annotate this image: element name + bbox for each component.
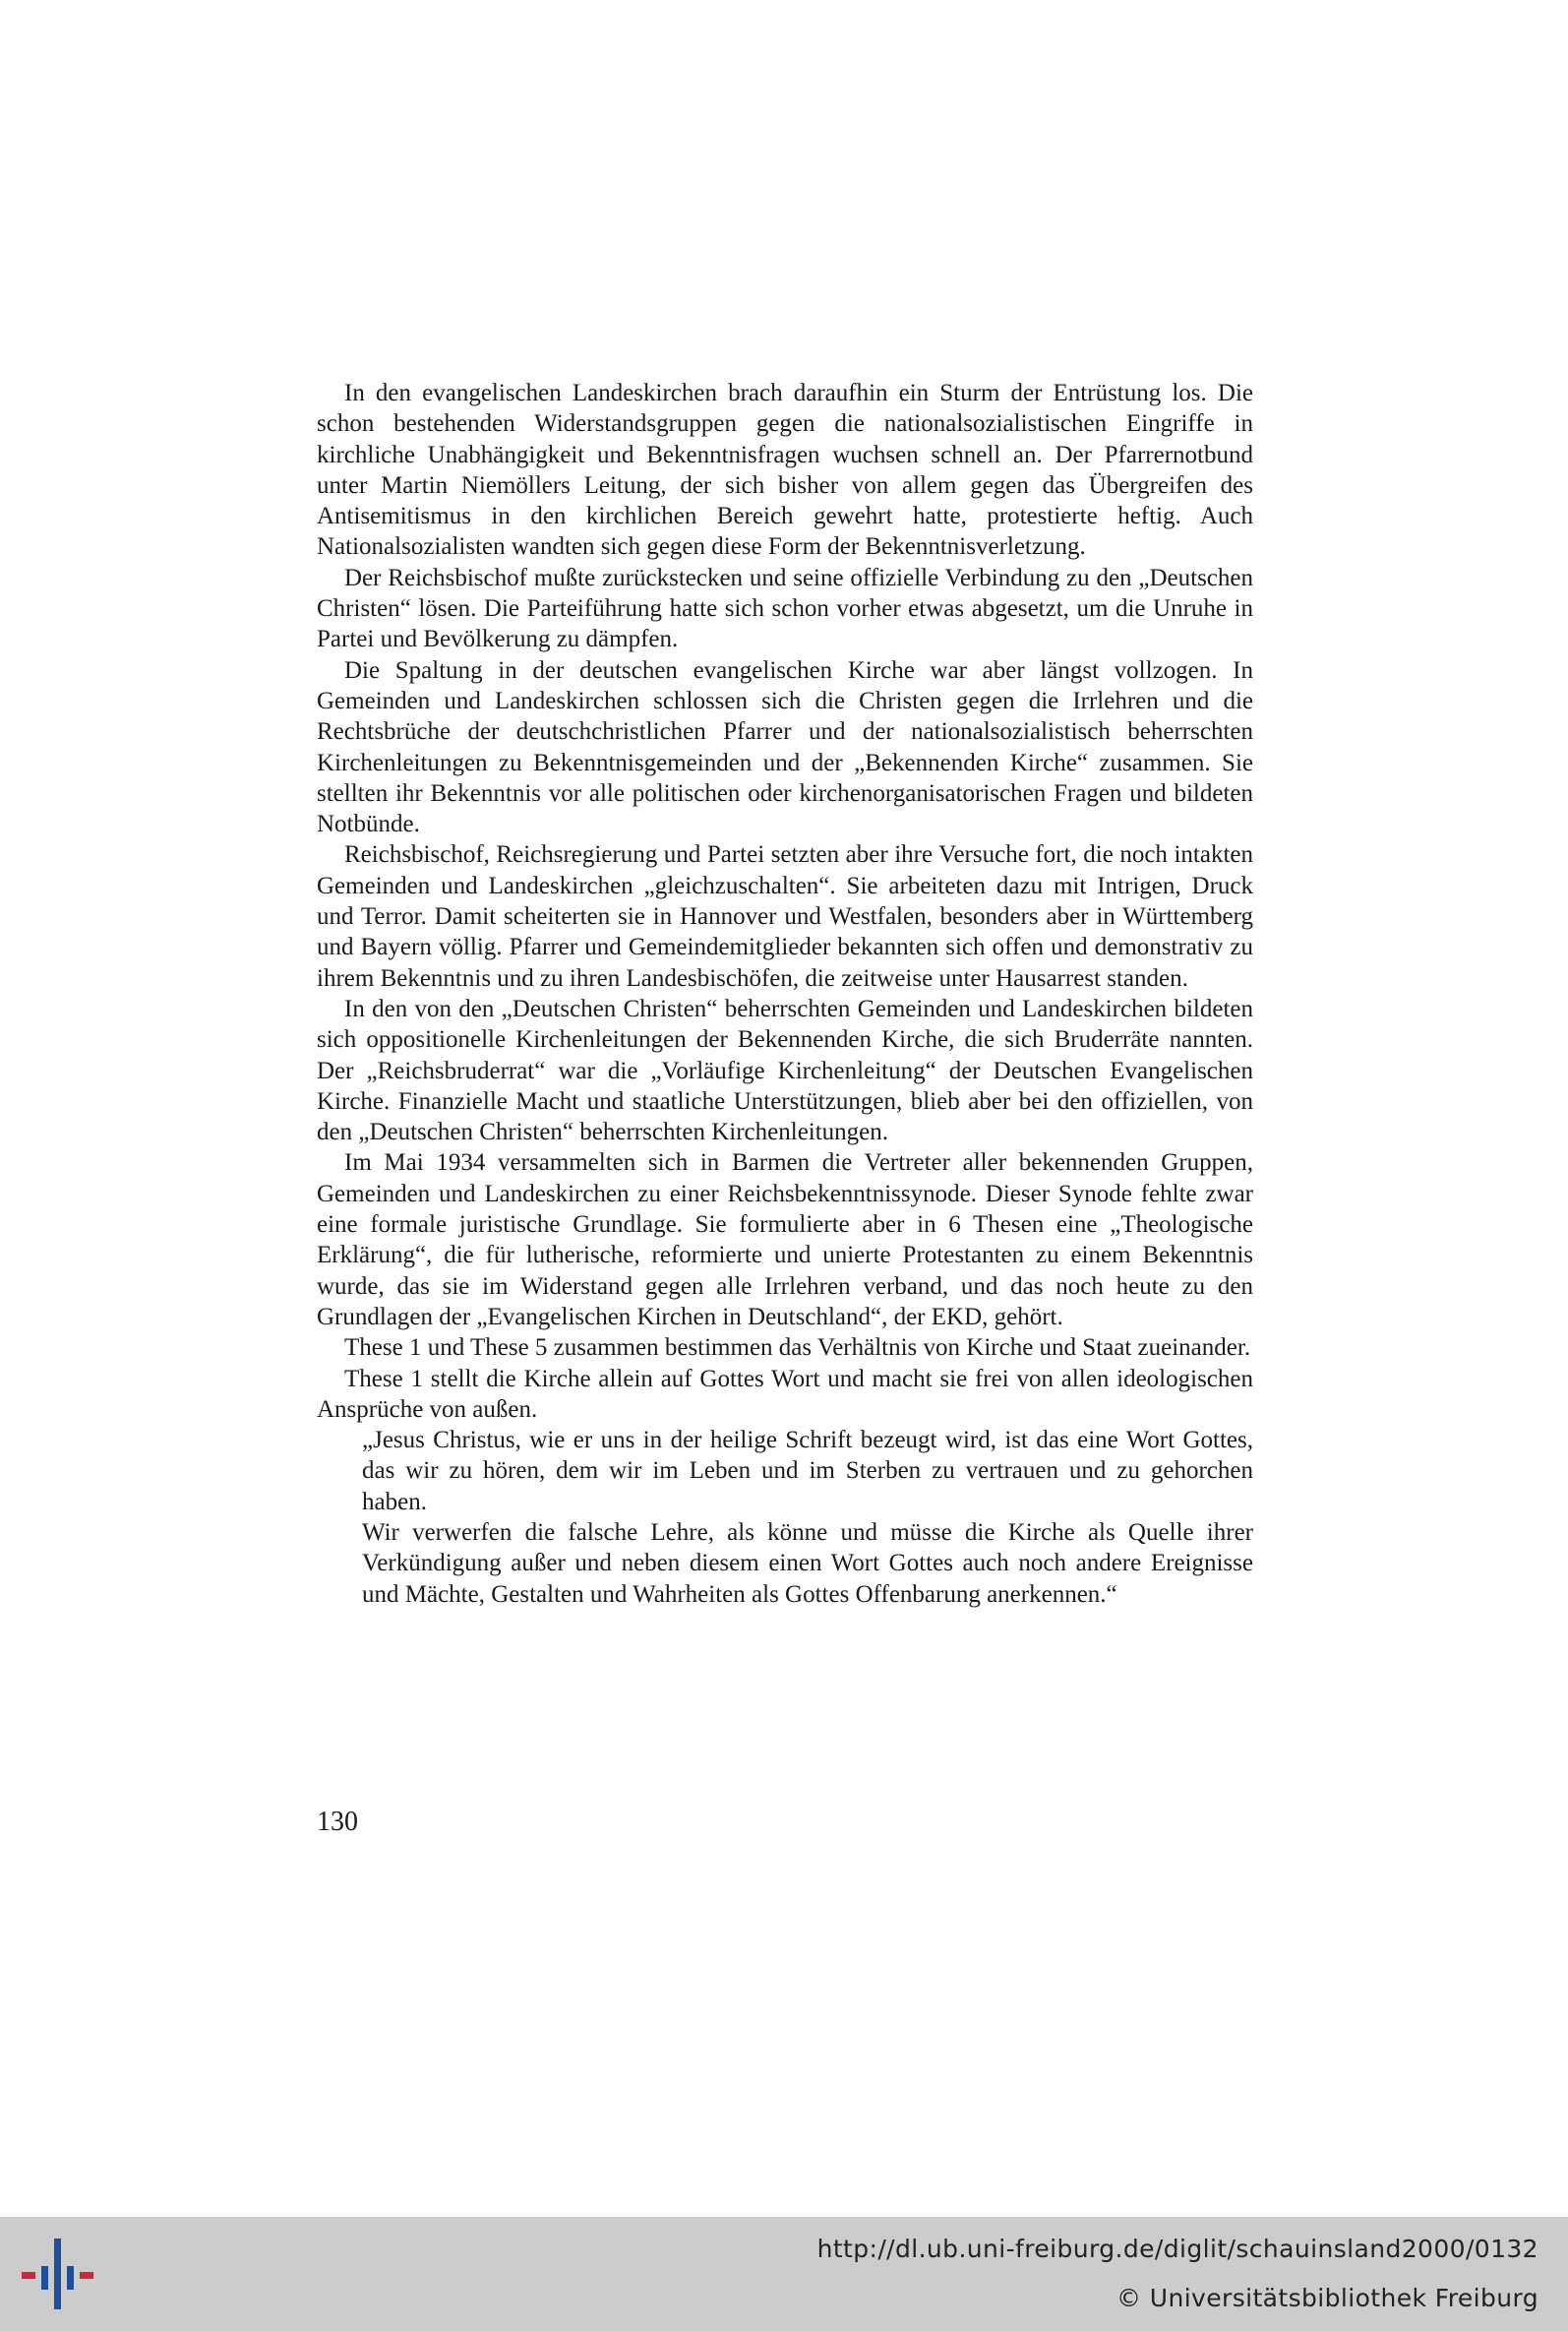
paragraph: Im Mai 1934 versammelten sich in Barmen die Vertreter aller bekennenden Gruppen, Gemeinden und Landeskirchen zu einer Reichsbekenntnissynode. Dieser Synode fehlte zwar eine formale juristische Grundlage. Sie formulierte aber in 6 Thesen eine „Theologische Erklärung“, die für lutherische, reformierte und unierte Protestanten zu einem Bekenntnis wurde, das sie im Widerstand gegen alle Irrlehren verband, und das noch heute zu den Grundlagen der „Evangelischen Kirchen in Deutschland“, der EKD, gehört.: [317, 1149, 1253, 1330]
copyright-text: © Universitätsbibliothek Freiburg: [1116, 2284, 1538, 2312]
paragraph: Der Reichsbischof mußte zurückstecken und seine offizielle Verbindung zu den „Deutschen Christen“ lösen. Die Parteiführung hatte sich schon vorher etwas abgesetzt, um die Unruhe in Partei und Bevölkerung zu dämpfen.: [317, 564, 1253, 653]
main-text: [317, 378, 1253, 1610]
ub-freiburg-logo-icon: [22, 2237, 100, 2311]
paragraph: These 1 stellt die Kirche allein auf Gottes Wort und macht sie frei von allen ideologischen Ansprüche von außen.: [317, 1365, 1253, 1423]
quote-paragraph: Wir verwerfen die falsche Lehre, als könne und müsse die Kirche als Quelle ihrer Verkündigung außer und neben diesem einen Wort Gottes auch noch andere Ereignisse und Mächte, Gestalten und Wahrheiten als Gottes Offenbarung anerkennen.“: [362, 1518, 1253, 1608]
paragraph: These 1 und These 5 zusammen bestimmen das Verhältnis von Kirche und Staat zueinander.: [344, 1334, 1251, 1362]
paragraph: Die Spaltung in der deutschen evangelischen Kirche war aber längst vollzogen. In Gemeinden und Landeskirchen schlossen sich die Christen gegen die Irrlehren und die Rechtsbrüche der deutschchristlichen Pfarrer und der nationalsozialistisch beherrschten Kirchenleitungen zu Bekenntnisgemeinden und der „Bekennenden Kirche“ zusammen. Sie stellten ihr Bekenntnis vor alle politischen oder kirchenorganisatorischen Fragen und bildeten Notbünde.: [317, 656, 1253, 838]
page-number: 130: [317, 1807, 358, 1837]
paragraph: In den evangelischen Landeskirchen brach daraufhin ein Sturm der Entrüstung los. Die schon bestehenden Widerstandsgruppen gegen die nationalsozialistischen Eingriffe in kirchliche Unabhängigkeit und Bekenntnisfragen wuchsen schnell an. Der Pfarrernotbund unter Martin Niemöllers Leitung, der sich bisher von allem gegen das Übergreifen des Antisemitismus in den kirchlichen Bereich gewehrt hatte, protestierte heftig. Auch Nationalsozialisten wandten sich gegen diese Form der Bekenntnisverletzung.: [317, 380, 1253, 561]
quote-paragraph: „Jesus Christus, wie er uns in der heilige Schrift bezeugt wird, ist das eine Wort Gottes, das wir zu hören, dem wir im Leben und im Sterben zu vertrauen und zu gehorchen haben.: [362, 1427, 1253, 1515]
document-url-link[interactable]: http://dl.ub.uni-freiburg.de/diglit/schauinsland2000/0132: [816, 2235, 1538, 2263]
paragraph: In den von den „Deutschen Christen“ beherrschten Gemeinden und Landeskirchen bildeten sich oppositionelle Kirchenleitungen der Bekennenden Kirche, die sich Bruderräte nannten. Der „Reichsbruderrat“ war die „Vorläufige Kirchenleitung“ der Deutschen Evangelischen Kirche. Finanzielle Macht und staatliche Unterstützungen, blieb aber bei den offiziellen, von den „Deutschen Christen“ beherrschten Kirchenleitungen.: [317, 995, 1253, 1146]
paragraph: Reichsbischof, Reichsregierung und Partei setzten aber ihre Versuche fort, die noch intakten Gemeinden und Landeskirchen „gleichzuschalten“. Sie arbeiteten dazu mit Intrigen, Druck und Terror. Damit scheiterten sie in Hannover und Westfalen, besonders aber in Württemberg und Bayern völlig. Pfarrer und Gemeindemitglieder bekannten sich offen und demonstrativ zu ihrem Bekenntnis und zu ihren Landesbischöfen, die zeitweise unter Hausarrest standen.: [317, 841, 1253, 992]
footer-bar: [0, 2217, 1568, 2331]
